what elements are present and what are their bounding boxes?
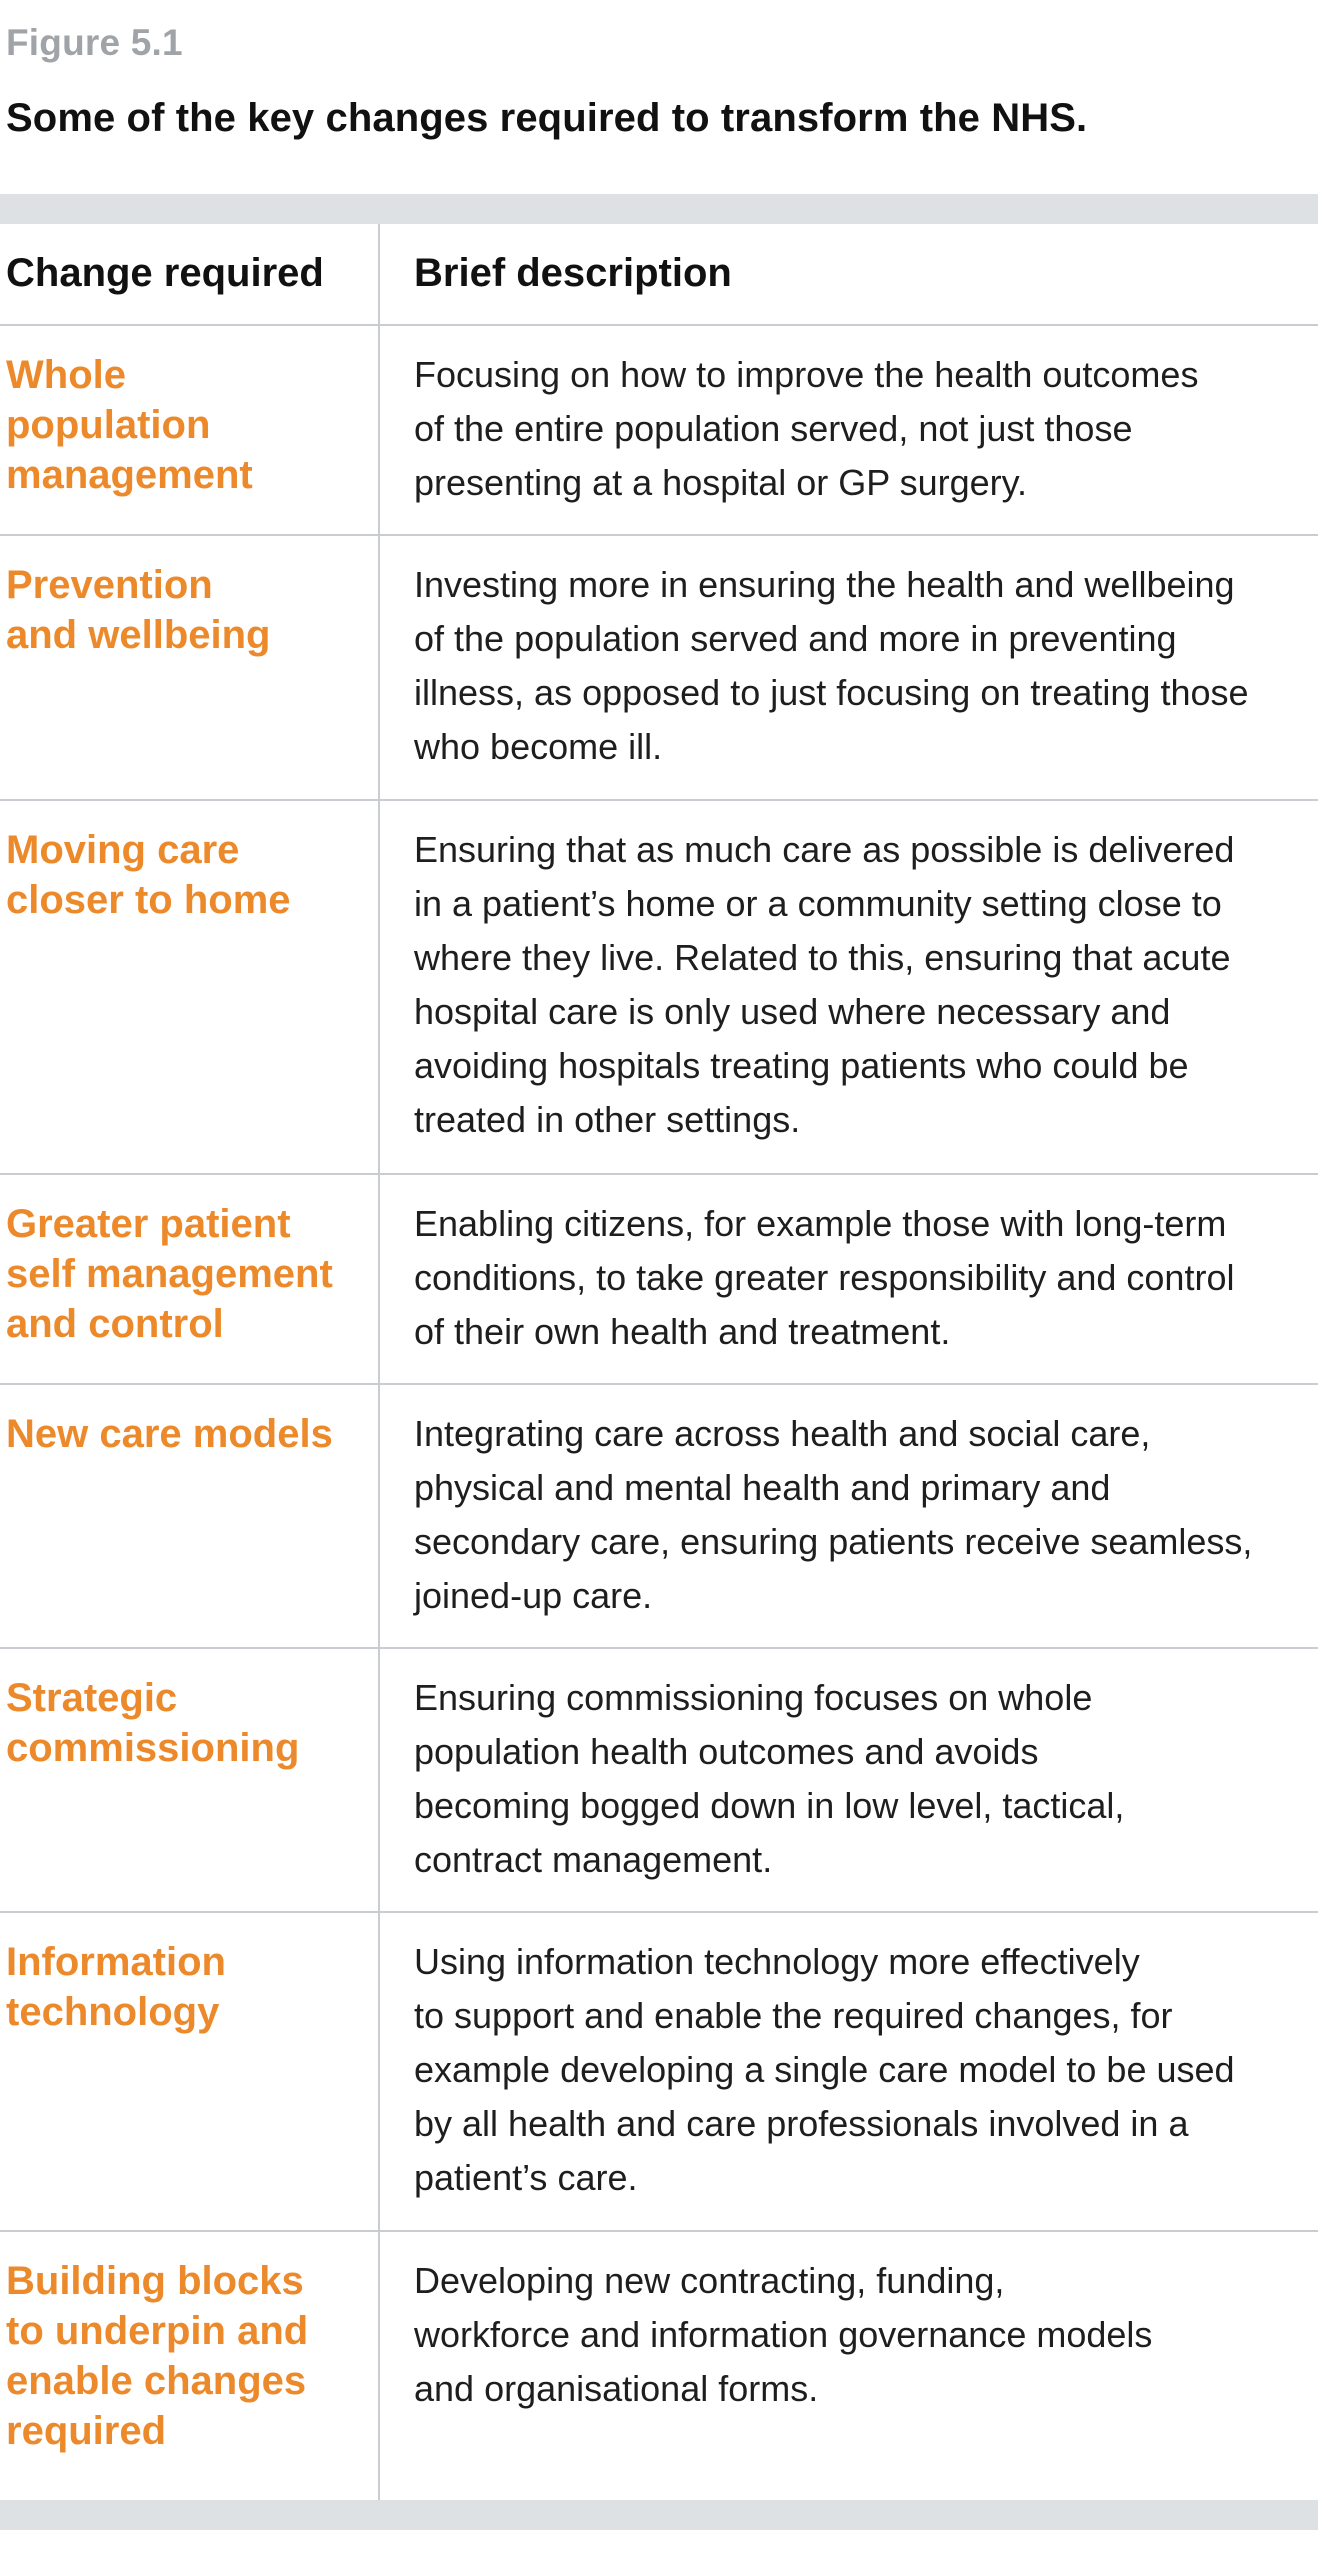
change-cell (6, 560, 371, 660)
description-line: contract management. (414, 1839, 773, 1880)
description-line: joined-up care. (414, 1575, 653, 1616)
description-line: population health outcomes and avoids (414, 1731, 1039, 1772)
description-line: patient’s care. (414, 2157, 638, 2198)
description-line: Enabling citizens, for example those with long-term (414, 1203, 1227, 1244)
change-line: New care models (6, 1412, 333, 1456)
description-cell (414, 348, 1314, 510)
description-line: secondary care, ensuring patients receive seamless, (414, 1521, 1253, 1562)
change-line: and wellbeing (6, 613, 271, 657)
change-line: Moving care (6, 828, 240, 872)
change-line: Strategic (6, 1676, 178, 1720)
description-cell (414, 1197, 1314, 1359)
table-row (0, 1913, 1318, 2232)
table-header-row (0, 224, 1318, 326)
description-line: of their own health and treatment. (414, 1311, 951, 1352)
description-cell (414, 558, 1314, 774)
description-line: to support and enable the required changes, for (414, 1995, 1173, 2036)
change-line: required (6, 2409, 167, 2453)
description-line: who become ill. (414, 726, 663, 767)
description-line: conditions, to take greater responsibility and control (414, 1257, 1235, 1298)
description-line: workforce and information governance models (414, 2314, 1153, 2355)
description-line: Integrating care across health and social care, (414, 1413, 1151, 1454)
table-row (0, 1649, 1318, 1913)
change-cell (6, 2256, 371, 2456)
description-line: Ensuring commissioning focuses on whole (414, 1677, 1093, 1718)
table-row (0, 801, 1318, 1175)
header-change-required: Change required (6, 251, 324, 295)
description-cell (414, 2254, 1314, 2416)
description-line: presenting at a hospital or GP surgery. (414, 462, 1028, 503)
description-cell (414, 1671, 1314, 1887)
table-top-bar (0, 194, 1318, 224)
table-row (0, 536, 1318, 801)
change-line: population (6, 403, 211, 447)
change-line: management (6, 453, 253, 497)
description-line: where they live. Related to this, ensuring that acute (414, 937, 1231, 978)
description-line: becoming bogged down in low level, tactical, (414, 1785, 1125, 1826)
description-line: of the entire population served, not just those (414, 408, 1133, 449)
description-line: illness, as opposed to just focusing on treating those (414, 672, 1249, 713)
figure-title: Some of the key changes required to transform the NHS. (6, 96, 1088, 140)
table-row (0, 2232, 1318, 2500)
description-line: example developing a single care model to be used (414, 2049, 1235, 2090)
change-cell (6, 1673, 371, 1773)
change-line: technology (6, 1990, 220, 2034)
description-line: Ensuring that as much care as possible is delivered (414, 829, 1235, 870)
change-line: Information (6, 1940, 226, 1984)
change-line: self management (6, 1252, 333, 1296)
description-cell (414, 1407, 1314, 1623)
change-line: commissioning (6, 1726, 300, 1770)
table-row (0, 1175, 1318, 1385)
description-line: of the population served and more in preventing (414, 618, 1177, 659)
change-cell (6, 825, 371, 925)
description-line: treated in other settings. (414, 1099, 801, 1140)
table-row (0, 1385, 1318, 1649)
description-line: by all health and care professionals involved in a (414, 2103, 1189, 2144)
description-cell (414, 823, 1314, 1147)
change-line: Prevention (6, 563, 213, 607)
change-line: and control (6, 1302, 224, 1346)
change-line: Whole (6, 353, 126, 397)
description-line: Developing new contracting, funding, (414, 2260, 1005, 2301)
change-line: Greater patient (6, 1202, 291, 1246)
change-line: Building blocks (6, 2259, 304, 2303)
description-line: and organisational forms. (414, 2368, 819, 2409)
table-bottom-bar (0, 2500, 1318, 2530)
figure-label: Figure 5.1 (6, 22, 183, 63)
description-line: Investing more in ensuring the health and wellbeing (414, 564, 1235, 605)
change-cell (6, 1937, 371, 2037)
description-line: in a patient’s home or a community setting close to (414, 883, 1222, 924)
description-line: Using information technology more effectively (414, 1941, 1140, 1982)
description-line: avoiding hospitals treating patients who could be (414, 1045, 1189, 1086)
change-cell (6, 1199, 371, 1349)
description-cell (414, 1935, 1314, 2205)
header-brief-description: Brief description (414, 251, 732, 295)
description-line: Focusing on how to improve the health outcomes (414, 354, 1199, 395)
description-line: physical and mental health and primary and (414, 1467, 1111, 1508)
change-line: closer to home (6, 878, 291, 922)
change-line: enable changes (6, 2359, 307, 2403)
description-line: hospital care is only used where necessary and (414, 991, 1171, 1032)
change-cell (6, 1409, 371, 1459)
table-row (0, 326, 1318, 536)
change-line: to underpin and (6, 2309, 309, 2353)
change-cell (6, 350, 371, 500)
